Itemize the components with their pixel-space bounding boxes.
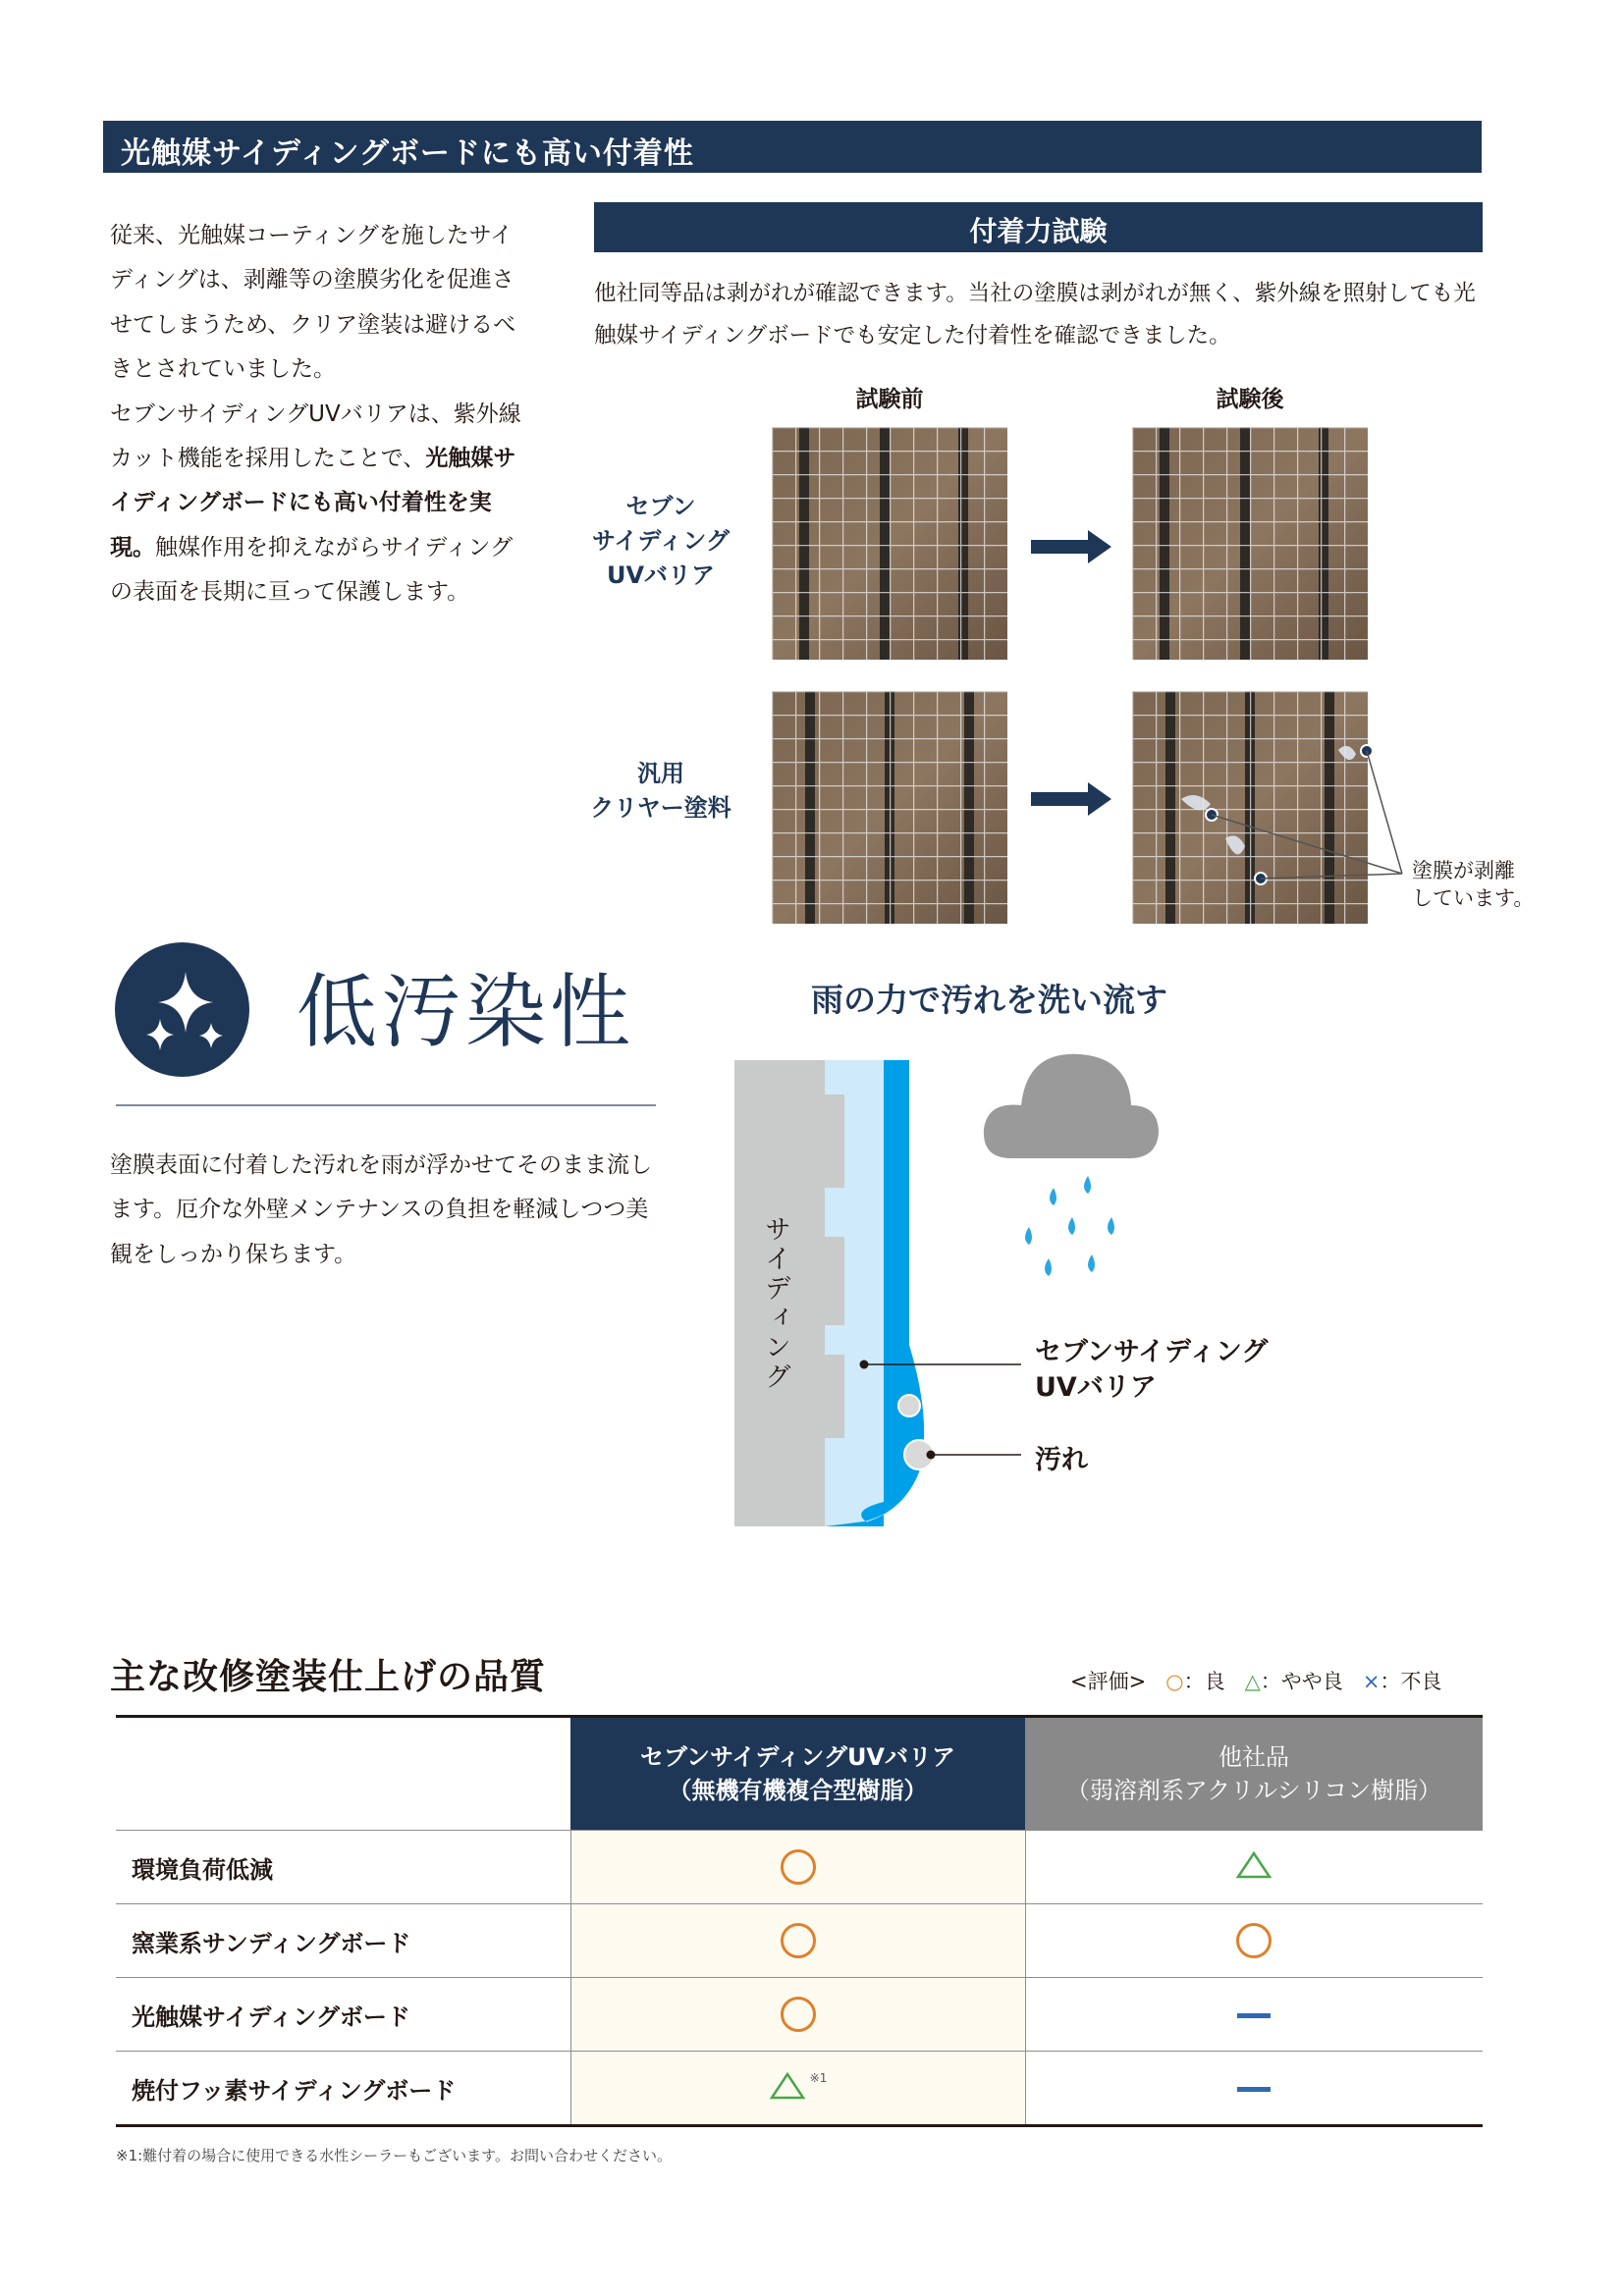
peel-note: 塗膜が剥離 しています。 (1412, 859, 1535, 910)
header-our-product (570, 1717, 1025, 1831)
low-contamination-title: 低汚染性 (297, 966, 635, 1059)
header-blank (116, 1717, 570, 1831)
rain-washing-diagram (727, 1041, 1276, 1531)
poor-mark-icon: × (1349, 1670, 1380, 1693)
table-row (116, 1978, 1483, 2052)
rain-diagram-title: 雨の力で汚れを洗い流す (811, 981, 1167, 1019)
body-text-a: セブンサイディングUVバリアは、紫外線カット機能を採用したことで、 (110, 400, 521, 472)
our-product-rating (570, 2052, 1025, 2126)
row-label-uv-barrier: セブン サイディング UVバリア (592, 493, 730, 589)
other-product-rating (1025, 2052, 1483, 2126)
header-other-product-name: 他社品 (1218, 1743, 1289, 1771)
legend-good: ：良 (1183, 1670, 1225, 1693)
row-label: 窯業系サンディングボード (116, 1904, 570, 1978)
table-row (116, 1831, 1483, 1904)
table-row (116, 1904, 1483, 1978)
good-mark-icon (1236, 1923, 1272, 1958)
section-title: 光触媒サイディングボードにも高い付着性 (121, 136, 694, 171)
adhesion-body-text (110, 214, 532, 615)
header-other-product (1025, 1717, 1483, 1831)
column-after-label: 試験後 (1216, 387, 1284, 412)
sample-image-generic-before (772, 691, 1007, 924)
our-product-rating (570, 1978, 1025, 2052)
legend-poor: ：不良 (1380, 1670, 1442, 1693)
adhesion-test-description: 他社同等品は剥がれが確認できます。当社の塗膜は剥がれが無く、紫外線を照射しても光触媒サイディングボードでも安定した付着性を確認できました。 (594, 281, 1476, 348)
row-label: 焼付フッ素サイディングボード (116, 2052, 570, 2126)
column-before-label: 試験前 (855, 387, 924, 412)
our-product-rating (570, 1904, 1025, 1978)
fair-mark-icon (1235, 1850, 1272, 1884)
good-mark-icon (781, 1849, 816, 1885)
good-mark-icon: ○ (1152, 1670, 1184, 1693)
sample-image-uv-after (1132, 427, 1368, 660)
quality-table-title: 主な改修塗装仕上げの品質 (110, 1657, 547, 1697)
header-our-product-resin: （無機有機複合型樹脂） (668, 1777, 928, 1804)
table-header-row (116, 1717, 1483, 1831)
section-header-adhesion (103, 121, 1482, 173)
row-label: 光触媒サイディングボード (116, 1978, 570, 2052)
good-mark-icon (781, 1997, 816, 2032)
legend-prefix: <評価> (1070, 1670, 1147, 1693)
label-dirt: 汚れ (1035, 1445, 1088, 1475)
sample-image-uv-before (772, 427, 1007, 660)
quality-comparison-table (116, 1715, 1483, 2127)
label-siding: サイディング (760, 1215, 790, 1392)
other-product-rating (1025, 1904, 1483, 1978)
table-row (116, 2052, 1483, 2126)
arrow-right-icon (1031, 782, 1111, 816)
row-label: 環境負荷低減 (116, 1831, 570, 1904)
dash-mark-icon (1237, 2013, 1271, 2018)
other-product-rating (1025, 1831, 1483, 1904)
adhesion-test-title: 付着力試験 (969, 215, 1108, 247)
fair-mark-icon: △ (1231, 1670, 1261, 1693)
sparkle-icon (115, 942, 249, 1077)
arrow-right-icon (1031, 530, 1111, 563)
body-paragraph-2 (110, 393, 532, 615)
footnote: ※1:難付着の場合に使用できる水性シーラーもございます。お問い合わせください。 (116, 2147, 672, 2164)
fair-mark-icon (769, 2071, 806, 2105)
adhesion-test-header (594, 202, 1483, 252)
other-product-rating (1025, 1978, 1483, 2052)
our-product-rating (570, 1831, 1025, 1904)
header-our-product-name: セブンサイディングUVバリア (639, 1743, 956, 1771)
label-coating: セブンサイディング UVバリア (1035, 1337, 1269, 1403)
good-mark-icon (781, 1923, 816, 1958)
body-paragraph-1: 従来、光触媒コーティングを施したサイディングは、剥離等の塗膜劣化を促進させてしまうため、クリア塗装は避けるべきとされていました。 (110, 223, 516, 383)
dash-mark-icon (1237, 2087, 1271, 2092)
body-text-bold: 光触媒サイディングボードにも高い付着性を実現。 (110, 446, 516, 561)
row-label-generic-clear: 汎用 クリヤー塗料 (590, 760, 731, 822)
legend-fair: ：やや良 (1260, 1670, 1343, 1693)
body-text-c: 触媒作用を抑えながらサイディングの表面を長期に亘って保護します。 (110, 534, 514, 606)
low-contamination-body: 塗膜表面に付着した汚れを雨が浮かせてそのまま流します。厄介な外壁メンテナンスの負担を軽減しつつ美観をしっかり保ちます。 (110, 1152, 652, 1267)
header-other-product-resin: （弱溶剤系アクリルシリコン樹脂） (1065, 1777, 1442, 1804)
peel-callout-lines (1198, 736, 1424, 893)
rating-legend (1070, 1666, 1441, 1695)
divider (116, 1104, 656, 1106)
rating-note: ※1 (809, 2071, 828, 2085)
